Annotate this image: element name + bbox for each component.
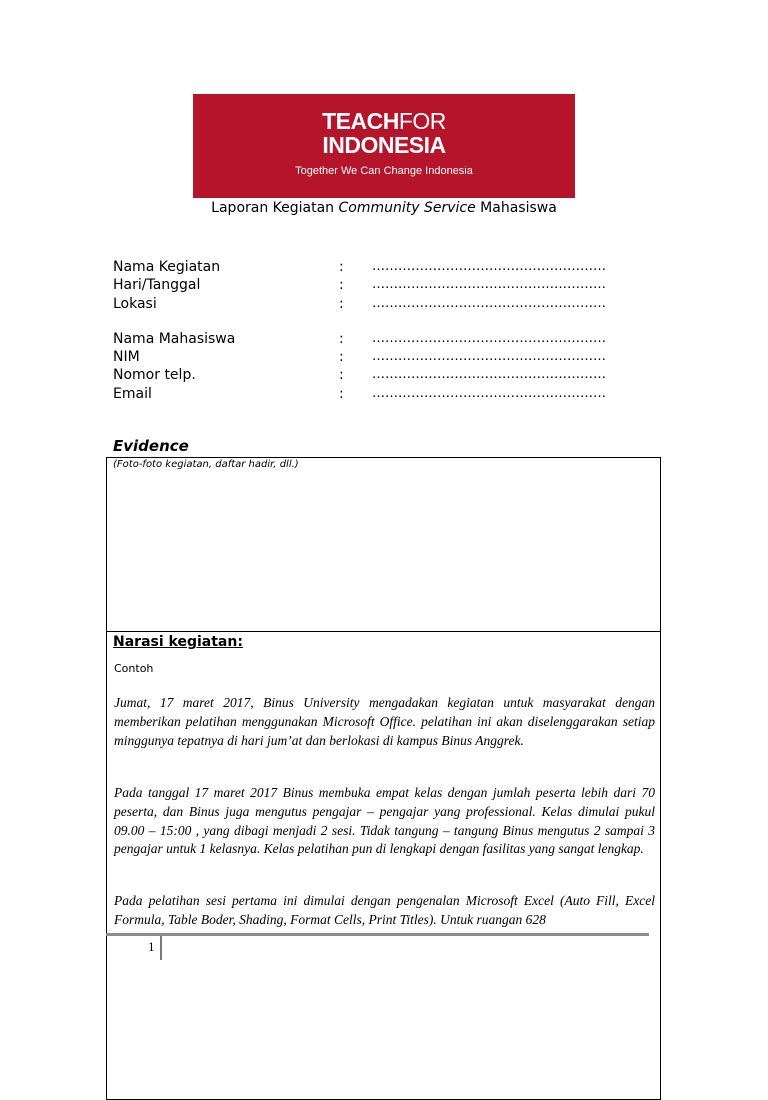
narasi-paragraph-1: Jumat, 17 maret 2017, Binus University mengadakan kegiatan untuk masyarakat dengan memberikan pelatihan menggunakan Microsoft Office. pelatihan ini akan diselenggarakan setiap minggunya tepatnya di hari jum’at dan berlokasi di kampus Binus Anggrek. [114,695,655,748]
logo-for: FOR [398,108,446,134]
document-title [0,198,768,218]
logo-line-1 [193,110,575,132]
field-blank[interactable]: ……………………………………………… [372,259,606,274]
field-blank[interactable]: ……………………………………………… [372,277,606,293]
field-label: Nama Mahasiswa [113,330,236,347]
field-colon: : [339,277,344,294]
title-prefix: Laporan Kegiatan [211,200,339,216]
field-label: NIM [113,349,140,366]
evidence-heading: Evidence [113,437,189,455]
field-email[interactable] [113,385,633,403]
narasi-cell[interactable] [107,632,660,1099]
field-label: Email [113,385,152,402]
field-colon: : [339,349,344,366]
field-blank[interactable]: ……………………………………………… [372,295,606,311]
field-nim[interactable] [113,348,633,366]
field-lokasi[interactable] [113,295,633,313]
title-italic: Community Service [338,200,476,216]
field-label: Nomor telp. [113,367,196,384]
logo-tagline: Together We Can Change Indonesia [295,165,473,177]
field-label: Lokasi [113,295,157,312]
field-hari-tanggal[interactable] [113,276,633,294]
field-blank[interactable]: ……………………………………………… [372,330,606,346]
field-blank[interactable]: ……………………………………………… [372,385,606,401]
logo-teach: TEACH [322,108,399,134]
field-colon: : [339,385,344,402]
title-suffix: Mahasiswa [475,200,557,216]
field-colon: : [339,330,344,347]
page-number-bar [160,936,162,960]
field-nama-mahasiswa[interactable] [113,330,633,348]
field-colon: : [339,367,344,384]
narasi-paragraph-2: Pada tanggal 17 maret 2017 Binus membuka empat kelas dengan jumlah peserta lebih dari 70 peserta, dan Binus juga mengutus pengajar – pengajar yang professional. Kelas dimulai pukul 09.00 – 15:00 , yang dibagi menjadi 2 sesi. Tidak tangung – tangung Binus mengutus 2 sampai 3 pengajar untuk 1 kelasnya. Kelas pelatihan pun di lengkapi dengan fasilitas yang sangat lengkap. [114,785,655,857]
field-colon: : [339,295,344,312]
evidence-note: (Foto-foto kegiatan, daftar hadir, dll.) [113,459,299,470]
logo-line-2: INDONESIA [322,132,446,158]
contoh-label: Contoh [114,662,154,675]
narasi-heading: Narasi kegiatan: [113,634,243,650]
field-blank[interactable]: ……………………………………………… [372,367,606,383]
field-label: Nama Kegiatan [113,259,221,275]
teach-for-indonesia-logo [193,94,575,198]
page-number: 1 [148,939,155,954]
field-blank[interactable]: ……………………………………………… [372,349,606,365]
field-label: Hari/Tanggal [113,277,201,294]
report-table [106,457,661,1100]
evidence-cell[interactable] [107,458,660,632]
field-colon: : [339,259,344,275]
field-group-gap [113,313,633,330]
narasi-paragraph-3: Pada pelatihan sesi pertama ini dimulai dengan pengenalan Microsoft Excel (Auto Fill, Excel Formula, Table Boder, Shading, Format Cells, Print Titles). Untuk ruangan 628 [114,893,655,927]
footer-divider [106,933,649,936]
field-nomor-telp[interactable] [113,366,633,384]
field-nama-kegiatan[interactable] [113,258,633,276]
form-fields [113,258,633,403]
